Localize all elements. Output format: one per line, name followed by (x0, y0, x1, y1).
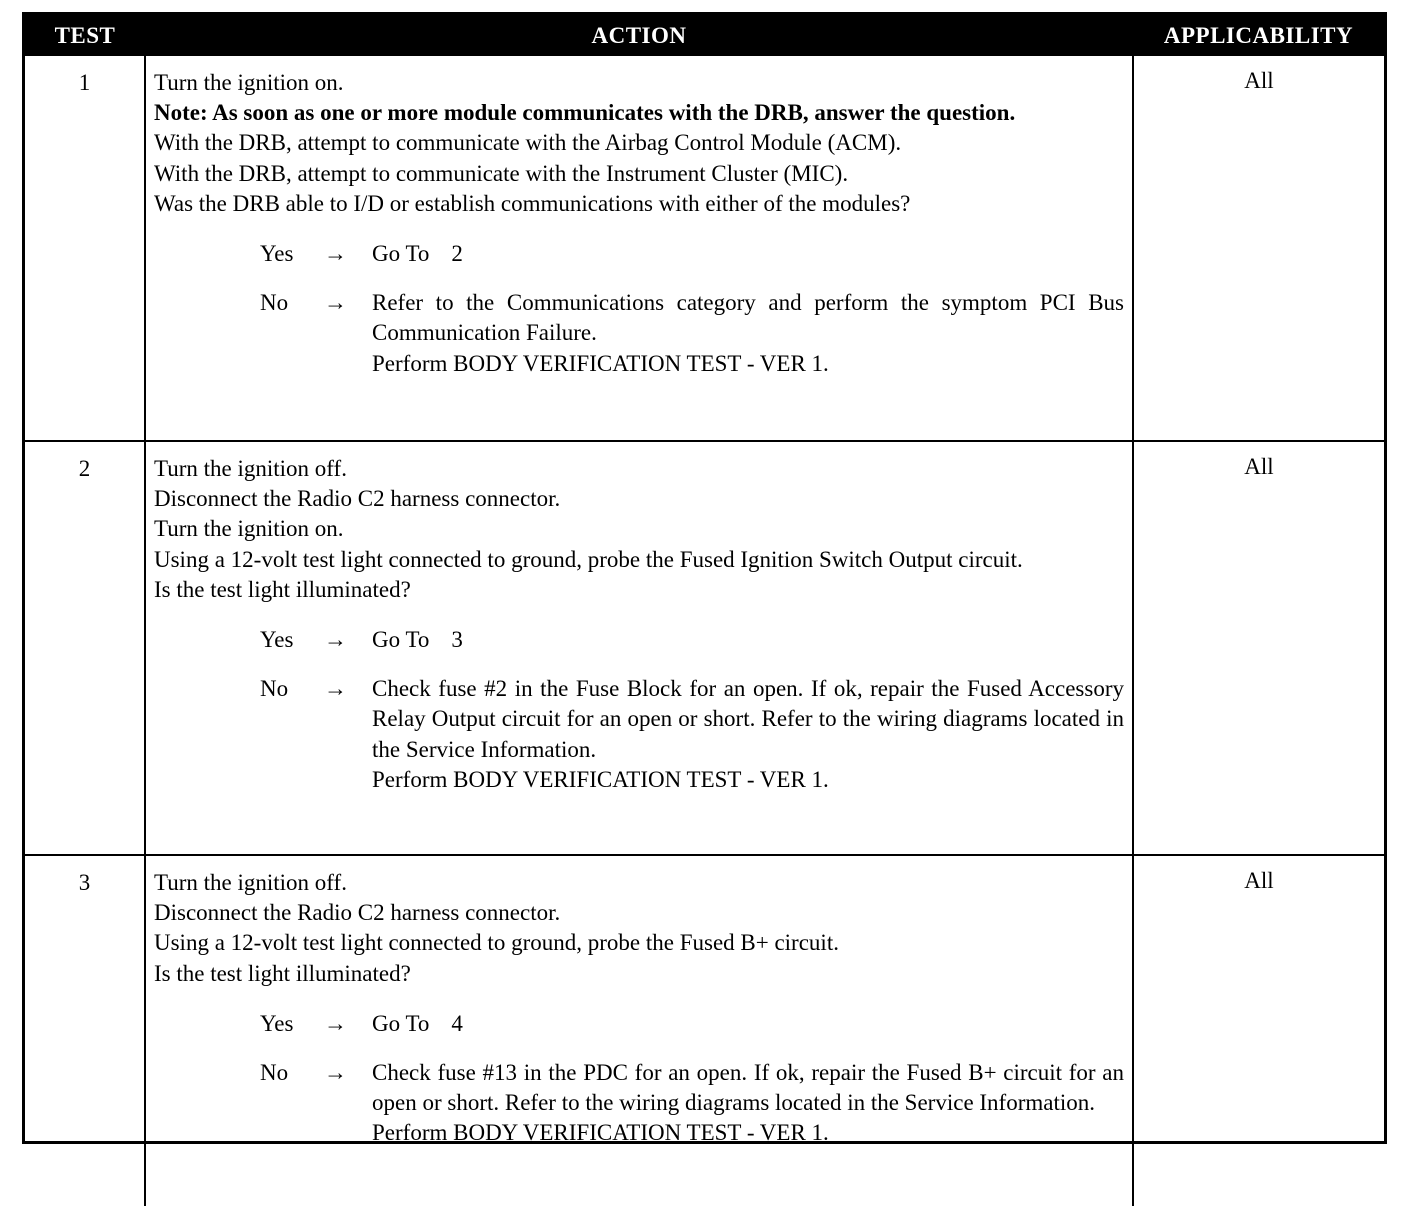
no-result (372, 674, 1124, 795)
table-row (25, 56, 1384, 441)
action-step: With the DRB, attempt to communicate with the Instrument Cluster (MIC). (154, 160, 849, 186)
action-step: Turn the ignition on. (154, 70, 344, 95)
action-step: With the DRB, attempt to communicate with the Airbag Control Module (ACM). (154, 130, 902, 156)
no-result (372, 1058, 1124, 1149)
goto-label: Go To (372, 627, 430, 653)
no-branch (260, 674, 1124, 795)
yes-result (372, 1009, 1124, 1039)
test-number: 3 (25, 855, 145, 1206)
verification-test-text: Perform BODY VERIFICATION TEST - VER 1. (372, 1120, 829, 1146)
applicability-cell: All (1133, 441, 1384, 855)
test-number: 1 (25, 56, 145, 441)
action-step: Turn the ignition on. (154, 516, 344, 542)
applicability-cell: All (1133, 56, 1384, 441)
no-result-text: Check fuse #13 in the PDC for an open. If ok, repair the Fused B+ circuit for an open or short. Refer to the wiring diagrams located in the Service Information. (372, 1060, 1124, 1116)
arrow-right-icon: → (324, 290, 347, 316)
no-result-text: Check fuse #2 in the Fuse Block for an open. If ok, repair the Fused Accessory Relay Output circuit for an open or short. Refer to the wiring diagrams located in the Service Information. (372, 676, 1124, 762)
yes-result (372, 239, 1124, 269)
header-test: TEST (25, 15, 145, 56)
arrow-right-icon: → (324, 676, 347, 702)
table-row (25, 441, 1384, 855)
no-branch (260, 288, 1124, 379)
yes-result (372, 625, 1124, 655)
diagnostic-test-table-frame (22, 12, 1387, 1144)
action-cell (145, 56, 1133, 441)
goto-test-number: 3 (451, 627, 463, 653)
header-applicability: APPLICABILITY (1133, 15, 1384, 56)
no-label: No (260, 290, 289, 316)
no-branch (260, 1058, 1124, 1149)
no-label: No (260, 676, 289, 702)
goto-label: Go To (372, 1010, 430, 1036)
action-step: Using a 12-volt test light connected to ground, probe the Fused B+ circuit. (154, 930, 839, 956)
action-step: Disconnect the Radio C2 harness connector. (154, 486, 561, 512)
yes-label: Yes (260, 1010, 294, 1036)
action-cell (145, 855, 1133, 1206)
action-step: Disconnect the Radio C2 harness connector. (154, 900, 561, 926)
action-cell (145, 441, 1133, 855)
verification-test-text: Perform BODY VERIFICATION TEST - VER 1. (372, 350, 829, 376)
action-step: Turn the ignition off. (154, 870, 347, 895)
action-step: Is the test light illuminated? (154, 576, 411, 602)
action-step: Was the DRB able to I/D or establish communications with either of the modules? (154, 190, 911, 216)
action-step: Using a 12-volt test light connected to ground, probe the Fused Ignition Switch Output circuit. (154, 546, 1023, 572)
no-result-text: Refer to the Communications category and perform the symptom PCI Bus Communication Failure. (372, 290, 1124, 346)
table-row (25, 855, 1384, 1206)
applicability-cell: All (1133, 855, 1384, 1206)
header-action: ACTION (145, 15, 1133, 56)
test-number: 2 (25, 441, 145, 855)
yes-label: Yes (260, 241, 294, 267)
action-step: Turn the ignition off. (154, 456, 347, 481)
goto-label: Go To (372, 241, 430, 267)
arrow-right-icon: → (324, 1010, 347, 1036)
goto-test-number: 4 (451, 1010, 463, 1036)
diagnostic-test-table (25, 15, 1384, 1206)
verification-test-text: Perform BODY VERIFICATION TEST - VER 1. (372, 766, 829, 792)
action-note: Note: As soon as one or more module communicates with the DRB, answer the question. (154, 100, 1016, 126)
yes-branch (260, 1009, 1124, 1039)
arrow-right-icon: → (324, 1060, 347, 1086)
table-header-row (25, 15, 1384, 56)
arrow-right-icon: → (324, 627, 347, 653)
yes-branch (260, 625, 1124, 655)
action-step: Is the test light illuminated? (154, 960, 411, 986)
no-label: No (260, 1060, 289, 1086)
yes-branch (260, 239, 1124, 269)
no-result (372, 288, 1124, 379)
goto-test-number: 2 (451, 241, 463, 267)
arrow-right-icon: → (324, 241, 347, 267)
yes-label: Yes (260, 627, 294, 653)
